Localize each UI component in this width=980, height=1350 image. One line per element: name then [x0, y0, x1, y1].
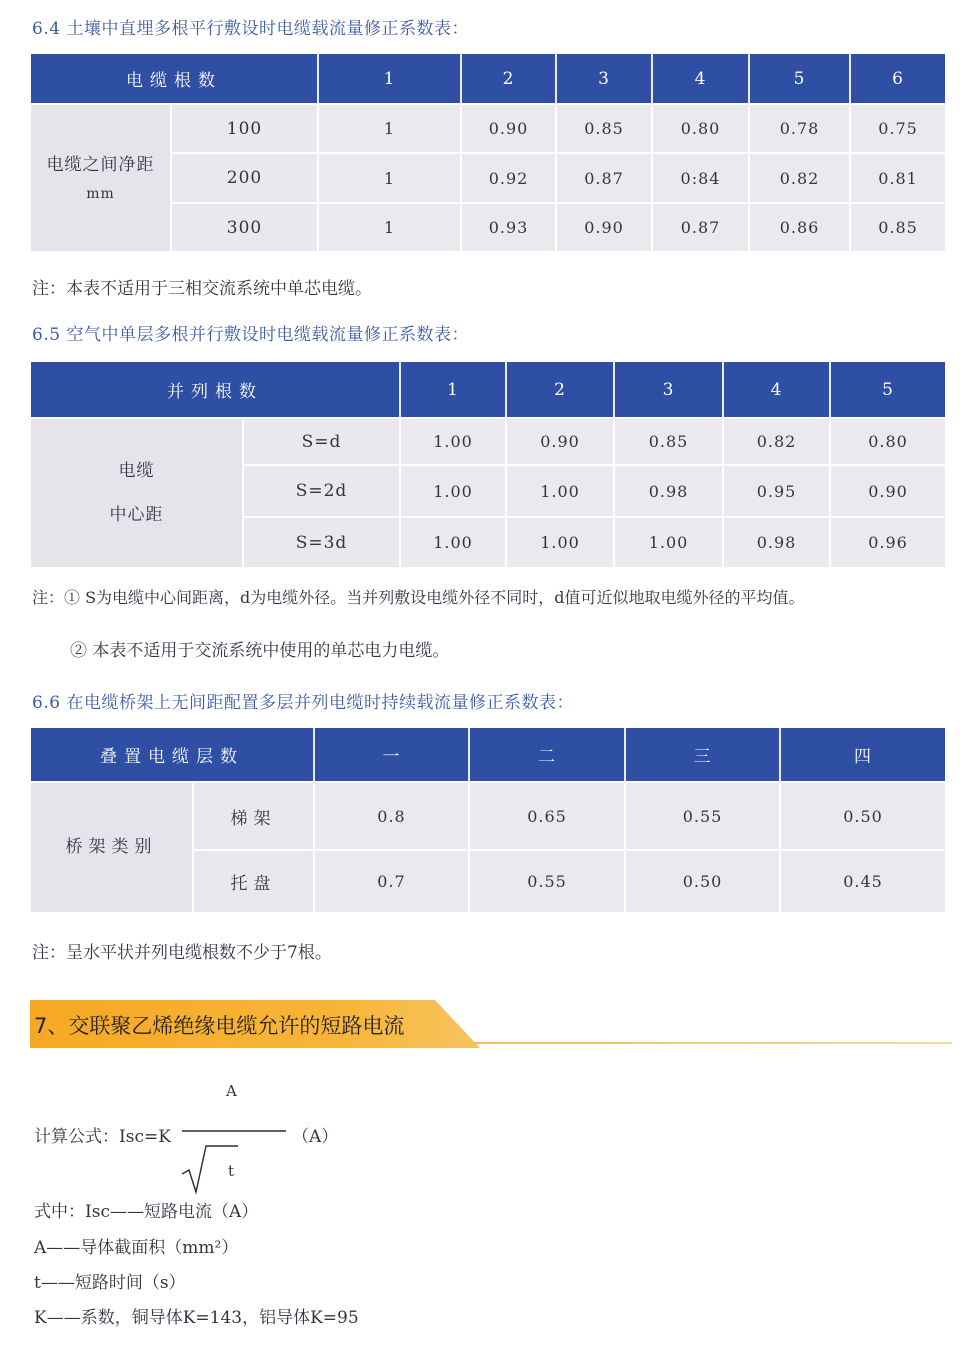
table-64-cell: 0.93	[461, 203, 556, 251]
table-64-row-group-line2: mm	[86, 185, 115, 202]
table-65-row-label: S=3d	[243, 517, 400, 567]
section-64-note: 注：本表不适用于三相交流系统中单芯电缆。	[32, 279, 372, 299]
table-65-col-5: 5	[830, 362, 945, 418]
table-64-cell: 1	[318, 203, 461, 251]
table-66-cell: 0.55	[469, 850, 625, 912]
table-65-col-1: 1	[400, 362, 506, 418]
table-65-row-group-label	[31, 418, 243, 567]
table-65-row-group-line1: 电缆	[118, 460, 155, 481]
table-64-col-5: 5	[749, 54, 850, 104]
formula-numerator: A	[226, 1082, 237, 1100]
table-66-cell: 0.50	[780, 782, 945, 850]
table-64-row-label: 100	[171, 104, 318, 153]
formula-unit: （A）	[292, 1127, 339, 1147]
table-65-cell: 1.00	[614, 517, 723, 567]
table-64-cell: 1	[318, 153, 461, 203]
table-65-cell: 0.90	[830, 465, 945, 517]
table-64-row-label: 200	[171, 153, 318, 203]
table-65-cell: 0.82	[723, 418, 830, 465]
table-66-header-label: 叠置电缆层数	[31, 728, 314, 782]
table-65-cell: 1.00	[506, 517, 614, 567]
section-64-heading: 6.4 土壤中直埋多根平行敷设时电缆载流量修正系数表：	[32, 19, 469, 39]
table-65-col-4: 4	[723, 362, 830, 418]
table-64-col-2: 2	[461, 54, 556, 104]
table-64	[31, 54, 945, 251]
table-64-cell: 0.85	[556, 104, 652, 153]
table-66-cell: 0.65	[469, 782, 625, 850]
table-65-cell: 1.00	[400, 465, 506, 517]
section-66-heading: 6.6 在电缆桥架上无间距配置多层并列电缆时持续载流量修正系数表：	[32, 693, 574, 713]
table-64-header-label: 电缆根数	[31, 54, 318, 104]
table-row	[31, 782, 945, 850]
table-66	[31, 728, 945, 912]
table-66-cell: 0.7	[314, 850, 469, 912]
table-66-col-4: 四	[780, 728, 945, 782]
table-66-row-group-label: 桥架类别	[31, 782, 193, 912]
table-65-row-group-line2: 中心距	[109, 505, 164, 525]
table-65-cell: 0.96	[830, 517, 945, 567]
table-65-cell: 1.00	[400, 517, 506, 567]
table-66-cell: 0.8	[314, 782, 469, 850]
definition-t: t——短路时间（s）	[34, 1273, 186, 1293]
section-66-note: 注：呈水平状并列电缆根数不少于7根。	[32, 943, 332, 963]
table-65-row-label: S=d	[243, 418, 400, 465]
section-65-heading: 6.5 空气中单层多根并行敷设时电缆载流量修正系数表：	[32, 325, 469, 345]
table-65-cell: 0.95	[723, 465, 830, 517]
table-65-header-label: 并列根数	[31, 362, 400, 418]
section-65-note-1: 注：① S为电缆中心间距离，d为电缆外径。当并列敷设电缆外径不同时，d值可近似地取电缆外径的平均值。	[32, 588, 805, 607]
table-65-cell: 0.98	[614, 465, 723, 517]
definition-a: A——导体截面积（mm²）	[34, 1238, 239, 1258]
table-64-row-group-line1: 电缆之间净距	[46, 154, 155, 175]
table-65-cell: 0.98	[723, 517, 830, 567]
table-65-cell: 0.85	[614, 418, 723, 465]
table-64-cell: 0:84	[652, 153, 749, 203]
table-64-cell: 1	[318, 104, 461, 153]
formula-prefix: 计算公式：Isc=K	[34, 1127, 171, 1147]
table-64-row-label: 300	[171, 203, 318, 251]
table-64-col-4: 4	[652, 54, 749, 104]
table-65-col-2: 2	[506, 362, 614, 418]
table-64-cell: 0.87	[556, 153, 652, 203]
table-66-cell: 0.50	[625, 850, 780, 912]
table-65	[31, 362, 945, 567]
table-64-cell: 0.80	[652, 104, 749, 153]
table-64-cell: 0.90	[461, 104, 556, 153]
table-64-cell: 0.78	[749, 104, 850, 153]
table-66-col-3: 三	[625, 728, 780, 782]
table-64-cell: 0.81	[850, 153, 945, 203]
table-64-cell: 0.82	[749, 153, 850, 203]
table-64-col-1: 1	[318, 54, 461, 104]
definition-k: K——系数，铜导体K=143，铝导体K=95	[34, 1308, 359, 1328]
table-66-cell: 0.55	[625, 782, 780, 850]
table-row	[31, 104, 945, 153]
table-64-cell: 0.86	[749, 203, 850, 251]
table-64-cell: 0.75	[850, 104, 945, 153]
table-66-cell: 0.45	[780, 850, 945, 912]
table-65-cell: 1.00	[400, 418, 506, 465]
table-65-cell: 1.00	[506, 465, 614, 517]
table-64-row-group-label	[31, 104, 171, 251]
table-65-row-label: S=2d	[243, 465, 400, 517]
definition-isc: 式中：Isc——短路电流（A）	[34, 1202, 259, 1222]
table-64-cell: 0.87	[652, 203, 749, 251]
table-64-col-6: 6	[850, 54, 945, 104]
section-7-title: 7、交联聚乙烯绝缘电缆允许的短路电流	[34, 1014, 405, 1038]
table-66-col-2: 二	[469, 728, 625, 782]
table-66-row-label: 梯架	[193, 782, 314, 850]
section-65-note-2: ② 本表不适用于交流系统中使用的单芯电力电缆。	[70, 641, 450, 661]
table-64-cell: 0.85	[850, 203, 945, 251]
table-row	[31, 418, 945, 465]
section-7-underline	[30, 1042, 952, 1044]
table-64-cell: 0.90	[556, 203, 652, 251]
table-66-col-1: 一	[314, 728, 469, 782]
table-65-cell: 0.90	[506, 418, 614, 465]
formula-fraction-graphic	[180, 1126, 290, 1198]
formula-denominator: t	[228, 1162, 235, 1180]
table-65-cell: 0.80	[830, 418, 945, 465]
table-64-col-3: 3	[556, 54, 652, 104]
table-66-row-label: 托盘	[193, 850, 314, 912]
table-64-cell: 0.92	[461, 153, 556, 203]
table-65-col-3: 3	[614, 362, 723, 418]
